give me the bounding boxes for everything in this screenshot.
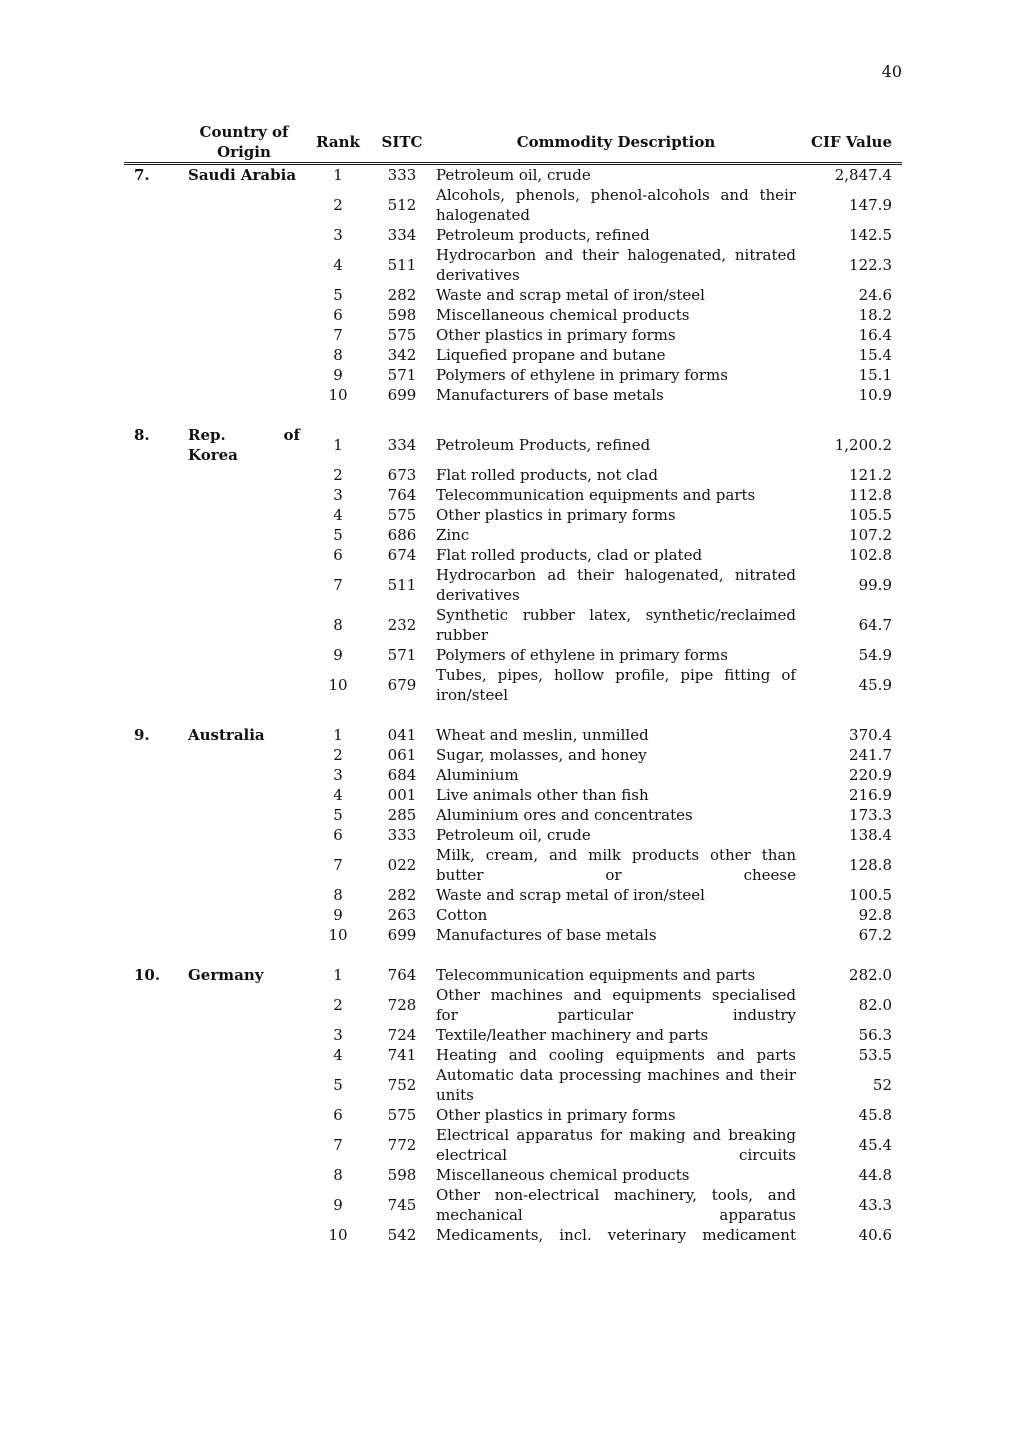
- country-index: [124, 905, 184, 925]
- cif-value: 53.5: [858, 1046, 892, 1064]
- rank-cell: 2: [333, 996, 343, 1014]
- country-index: 8.: [134, 426, 150, 444]
- country-of-origin: [184, 765, 304, 785]
- commodity-description: Wheat and meslin, unmilled: [436, 726, 649, 744]
- cif-value: 16.4: [858, 326, 892, 344]
- table-row: [124, 845, 902, 885]
- sitc-code: 684: [387, 766, 417, 784]
- country-of-origin: [184, 245, 304, 285]
- cif-value: 122.3: [849, 256, 892, 274]
- country-index: [124, 225, 184, 245]
- commodity-description: Other machines and equipments specialised for particular industry: [436, 986, 796, 1024]
- sitc-code: 061: [387, 746, 417, 764]
- country-index: [124, 1185, 184, 1225]
- country-index: [124, 805, 184, 825]
- sitc-code: 724: [387, 1026, 417, 1044]
- country-index: [124, 465, 184, 485]
- commodity-description: Milk, cream, and milk products other than butter or cheese: [436, 846, 796, 884]
- table-row: [124, 985, 902, 1025]
- table-row: [124, 1225, 902, 1245]
- country-of-origin: [184, 1165, 304, 1185]
- sitc-code: 342: [387, 346, 417, 364]
- rank-cell: 2: [333, 196, 343, 214]
- cif-value: 220.9: [849, 766, 892, 784]
- rank-cell: 5: [333, 526, 343, 544]
- commodity-description: Miscellaneous chemical products: [436, 306, 690, 324]
- commodity-description: Liquefied propane and butane: [436, 346, 666, 364]
- country-of-origin: Germany: [188, 966, 264, 984]
- header-rank: Rank: [304, 120, 372, 164]
- country-of-origin: [184, 365, 304, 385]
- group-spacer: [124, 405, 902, 425]
- rank-cell: 5: [333, 806, 343, 824]
- cif-value: 112.8: [849, 486, 892, 504]
- table-row: [124, 485, 902, 505]
- table-row: [124, 164, 902, 186]
- rank-cell: 9: [333, 366, 343, 384]
- sitc-code: 334: [387, 436, 417, 454]
- country-of-origin: [184, 845, 304, 885]
- country-of-origin: [184, 385, 304, 405]
- cif-value: 43.3: [858, 1196, 892, 1214]
- table-body: [124, 164, 902, 1246]
- country-index: [124, 1165, 184, 1185]
- table-row: [124, 1165, 902, 1185]
- group-spacer: [124, 705, 902, 725]
- table-row: [124, 905, 902, 925]
- cif-value: 241.7: [849, 746, 892, 764]
- table-row: [124, 425, 902, 465]
- country-index: 10.: [134, 966, 161, 984]
- table-row: [124, 465, 902, 485]
- cif-value: 18.2: [858, 306, 892, 324]
- table-row: [124, 1025, 902, 1045]
- country-index: [124, 1225, 184, 1245]
- cif-value: 56.3: [858, 1026, 892, 1044]
- country-index: 7.: [134, 166, 150, 184]
- sitc-code: 333: [387, 166, 417, 184]
- commodity-description: Petroleum products, refined: [436, 226, 650, 244]
- sitc-code: 333: [387, 826, 417, 844]
- cif-value: 107.2: [849, 526, 892, 544]
- sitc-code: 686: [387, 526, 417, 544]
- country-index: [124, 505, 184, 525]
- rank-cell: 4: [333, 506, 343, 524]
- rank-cell: 9: [333, 1196, 343, 1214]
- commodity-description: Telecommunication equipments and parts: [436, 966, 756, 984]
- rank-cell: 2: [333, 466, 343, 484]
- cif-value: 44.8: [858, 1166, 892, 1184]
- country-of-origin: [184, 225, 304, 245]
- cif-value: 24.6: [858, 286, 892, 304]
- country-of-origin: [184, 885, 304, 905]
- sitc-code: 282: [387, 286, 417, 304]
- country-of-origin: [184, 605, 304, 645]
- commodity-description: Other plastics in primary forms: [436, 1106, 676, 1124]
- commodity-description: Hydrocarbon and their halogenated, nitrated derivatives: [436, 246, 796, 284]
- rank-cell: 1: [333, 966, 343, 984]
- table-row: [124, 725, 902, 745]
- table-row: [124, 825, 902, 845]
- rank-cell: 4: [333, 1046, 343, 1064]
- header-sitc: SITC: [372, 120, 432, 164]
- rank-cell: 9: [333, 646, 343, 664]
- country-index: [124, 185, 184, 225]
- sitc-code: 263: [387, 906, 417, 924]
- sitc-code: 282: [387, 886, 417, 904]
- cif-value: 282.0: [849, 966, 892, 984]
- rank-cell: 10: [328, 926, 348, 944]
- country-index: 9.: [134, 726, 150, 744]
- rank-cell: 3: [333, 1026, 343, 1044]
- country-index: [124, 1125, 184, 1165]
- cif-value: 370.4: [849, 726, 892, 744]
- cif-value: 1,200.2: [834, 436, 892, 454]
- country-of-origin: [184, 545, 304, 565]
- cif-value: 52: [872, 1076, 892, 1094]
- table-row: [124, 1185, 902, 1225]
- country-of-origin: [184, 345, 304, 365]
- table-row: [124, 565, 902, 605]
- rank-cell: 1: [333, 166, 343, 184]
- cif-value: 54.9: [858, 646, 892, 664]
- commodity-description: Heating and cooling equipments and parts: [436, 1046, 796, 1064]
- country-index: [124, 1065, 184, 1105]
- rank-cell: 1: [333, 436, 343, 454]
- cif-value: 82.0: [858, 996, 892, 1014]
- country-index: [124, 325, 184, 345]
- sitc-code: 575: [387, 1106, 417, 1124]
- country-index: [124, 785, 184, 805]
- commodity-description: Other plastics in primary forms: [436, 326, 676, 344]
- country-index: [124, 565, 184, 605]
- country-index: [124, 985, 184, 1025]
- commodity-description: Flat rolled products, not clad: [436, 466, 658, 484]
- country-of-origin: [184, 1125, 304, 1165]
- country-index: [124, 385, 184, 405]
- commodity-description: Zinc: [436, 526, 470, 544]
- commodity-description: Hydrocarbon ad their halogenated, nitrated derivatives: [436, 566, 796, 604]
- rank-cell: 4: [333, 256, 343, 274]
- cif-value: 121.2: [849, 466, 892, 484]
- commodity-description: Tubes, pipes, hollow profile, pipe fitting of iron/steel: [436, 666, 796, 704]
- country-of-origin: [184, 805, 304, 825]
- rank-cell: 7: [333, 1136, 343, 1154]
- table-row: [124, 345, 902, 365]
- rank-cell: 10: [328, 1226, 348, 1244]
- sitc-code: 752: [387, 1076, 417, 1094]
- country-of-origin: [184, 905, 304, 925]
- country-of-origin: [184, 985, 304, 1025]
- rank-cell: 10: [328, 676, 348, 694]
- group-spacer: [124, 945, 902, 965]
- country-of-origin: [184, 485, 304, 505]
- country-of-origin: [184, 565, 304, 605]
- table-row: [124, 805, 902, 825]
- commodity-description: Electrical apparatus for making and breaking electrical circuits: [436, 1126, 796, 1164]
- sitc-code: 041: [387, 726, 417, 744]
- table-row: [124, 1125, 902, 1165]
- commodity-description: Automatic data processing machines and their units: [436, 1066, 796, 1104]
- table-row: [124, 785, 902, 805]
- country-index: [124, 345, 184, 365]
- rank-cell: 5: [333, 286, 343, 304]
- commodity-description: Petroleum oil, crude: [436, 166, 591, 184]
- cif-value: 92.8: [858, 906, 892, 924]
- commodity-description: Polymers of ethylene in primary forms: [436, 646, 728, 664]
- rank-cell: 10: [328, 386, 348, 404]
- commodity-description: Aluminium: [436, 766, 519, 784]
- cif-value: 128.8: [849, 856, 892, 874]
- country-of-origin: [184, 1065, 304, 1105]
- country-of-origin: [184, 645, 304, 665]
- table-row: [124, 605, 902, 645]
- country-of-origin: Australia: [188, 726, 265, 744]
- cif-value: 40.6: [858, 1226, 892, 1244]
- country-of-origin: [184, 745, 304, 765]
- table-row: [124, 885, 902, 905]
- commodity-description: Sugar, molasses, and honey: [436, 746, 647, 764]
- rank-cell: 6: [333, 826, 343, 844]
- sitc-code: 741: [387, 1046, 417, 1064]
- country-index: [124, 305, 184, 325]
- country-of-origin: [184, 1045, 304, 1065]
- commodity-description: Other non-electrical machinery, tools, and mechanical apparatus: [436, 1186, 796, 1224]
- table-row: [124, 185, 902, 225]
- sitc-code: 679: [387, 676, 417, 694]
- rank-cell: 8: [333, 1166, 343, 1184]
- sitc-code: 699: [387, 386, 417, 404]
- country-index: [124, 1105, 184, 1125]
- country-of-origin: [184, 1025, 304, 1045]
- country-of-origin: [184, 925, 304, 945]
- rank-cell: 7: [333, 576, 343, 594]
- cif-value: 100.5: [849, 886, 892, 904]
- commodity-description: Manufactures of base metals: [436, 926, 657, 944]
- spacer-cell: [124, 945, 902, 965]
- header-description: Commodity Description: [432, 120, 800, 164]
- country-of-origin: [184, 525, 304, 545]
- country-of-origin: [184, 325, 304, 345]
- country-of-origin: [184, 825, 304, 845]
- cif-value: 45.4: [858, 1136, 892, 1154]
- table-row: [124, 305, 902, 325]
- country-index: [124, 665, 184, 705]
- header-value: CIF Value: [800, 120, 902, 164]
- country-index: [124, 1025, 184, 1045]
- rank-cell: 8: [333, 886, 343, 904]
- country-index: [124, 845, 184, 885]
- sitc-code: 764: [387, 966, 417, 984]
- rank-cell: 1: [333, 726, 343, 744]
- country-index: [124, 765, 184, 785]
- cif-value: 45.8: [858, 1106, 892, 1124]
- sitc-code: 772: [387, 1136, 417, 1154]
- country-of-origin: [184, 1185, 304, 1225]
- sitc-code: 575: [387, 506, 417, 524]
- cif-value: 45.9: [858, 676, 892, 694]
- country-of-origin: [184, 285, 304, 305]
- rank-cell: 2: [333, 746, 343, 764]
- table-header: [124, 120, 902, 164]
- commodity-import-table: [124, 120, 902, 1245]
- country-of-origin: [184, 1105, 304, 1125]
- cif-value: 10.9: [858, 386, 892, 404]
- table-row: [124, 365, 902, 385]
- cif-value: 173.3: [849, 806, 892, 824]
- cif-value: 15.4: [858, 346, 892, 364]
- rank-cell: 3: [333, 226, 343, 244]
- country-of-origin: [184, 465, 304, 485]
- table-row: [124, 325, 902, 345]
- commodity-description: Waste and scrap metal of iron/steel: [436, 886, 705, 904]
- sitc-code: 673: [387, 466, 417, 484]
- table-row: [124, 505, 902, 525]
- commodity-description: Miscellaneous chemical products: [436, 1166, 690, 1184]
- sitc-code: 598: [387, 1166, 417, 1184]
- country-of-origin: [184, 1225, 304, 1245]
- table-row: [124, 385, 902, 405]
- sitc-code: 022: [387, 856, 417, 874]
- cif-value: 142.5: [849, 226, 892, 244]
- cif-value: 147.9: [849, 196, 892, 214]
- table-row: [124, 1065, 902, 1105]
- commodity-description: Petroleum Products, refined: [436, 436, 651, 454]
- header-row: [124, 120, 902, 164]
- country-index: [124, 525, 184, 545]
- sitc-code: 571: [387, 366, 417, 384]
- commodity-description: Waste and scrap metal of iron/steel: [436, 286, 705, 304]
- sitc-code: 511: [387, 256, 417, 274]
- country-of-origin: [184, 505, 304, 525]
- table-row: [124, 925, 902, 945]
- commodity-description: Synthetic rubber latex, synthetic/reclaimed rubber: [436, 606, 796, 644]
- country-index: [124, 245, 184, 285]
- commodity-description: Alcohols, phenols, phenol-alcohols and their halogenated: [436, 186, 796, 224]
- table-row: [124, 1045, 902, 1065]
- cif-value: 99.9: [858, 576, 892, 594]
- spacer-cell: [124, 405, 902, 425]
- country-of-origin: [184, 785, 304, 805]
- sitc-code: 699: [387, 926, 417, 944]
- rank-cell: 6: [333, 1106, 343, 1124]
- table-row: [124, 765, 902, 785]
- spacer-cell: [124, 705, 902, 725]
- country-of-origin: [184, 185, 304, 225]
- rank-cell: 6: [333, 306, 343, 324]
- sitc-code: 598: [387, 306, 417, 324]
- sitc-code: 571: [387, 646, 417, 664]
- sitc-code: 575: [387, 326, 417, 344]
- country-index: [124, 485, 184, 505]
- rank-cell: 6: [333, 546, 343, 564]
- table-row: [124, 645, 902, 665]
- page-number: 40: [881, 62, 902, 81]
- cif-value: 2,847.4: [834, 166, 892, 184]
- commodity-description: Flat rolled products, clad or plated: [436, 546, 703, 564]
- table-row: [124, 665, 902, 705]
- sitc-code: 285: [387, 806, 417, 824]
- rank-cell: 7: [333, 856, 343, 874]
- country-of-origin: [184, 665, 304, 705]
- sitc-code: 674: [387, 546, 417, 564]
- commodity-description: Manufacturers of base metals: [436, 386, 664, 404]
- sitc-code: 728: [387, 996, 417, 1014]
- cif-value: 64.7: [858, 616, 892, 634]
- commodity-description: Polymers of ethylene in primary forms: [436, 366, 728, 384]
- commodity-description: Medicaments, incl. veterinary medicament: [436, 1226, 796, 1244]
- cif-value: 105.5: [849, 506, 892, 524]
- commodity-description: Live animals other than fish: [436, 786, 649, 804]
- cif-value: 138.4: [849, 826, 892, 844]
- table-row: [124, 525, 902, 545]
- sitc-code: 232: [387, 616, 417, 634]
- country-index: [124, 925, 184, 945]
- country-index: [124, 605, 184, 645]
- sitc-code: 334: [387, 226, 417, 244]
- country-of-origin: Saudi Arabia: [188, 166, 297, 184]
- country-of-origin: [184, 305, 304, 325]
- commodity-description: Telecommunication equipments and parts: [436, 486, 756, 504]
- rank-cell: 3: [333, 766, 343, 784]
- header-country: Country of Origin: [184, 120, 304, 164]
- table-row: [124, 745, 902, 765]
- commodity-description: Cotton: [436, 906, 488, 924]
- country-index: [124, 825, 184, 845]
- country-index: [124, 285, 184, 305]
- country-index: [124, 645, 184, 665]
- rank-cell: 7: [333, 326, 343, 344]
- rank-cell: 4: [333, 786, 343, 804]
- commodity-description: Aluminium ores and concentrates: [436, 806, 693, 824]
- rank-cell: 8: [333, 346, 343, 364]
- cif-value: 15.1: [858, 366, 892, 384]
- table-row: [124, 965, 902, 985]
- commodity-description: Petroleum oil, crude: [436, 826, 591, 844]
- sitc-code: 001: [387, 786, 417, 804]
- rank-cell: 3: [333, 486, 343, 504]
- table-row: [124, 245, 902, 285]
- commodity-description: Other plastics in primary forms: [436, 506, 676, 524]
- header-number: [124, 120, 184, 164]
- table-row: [124, 225, 902, 245]
- table-row: [124, 285, 902, 305]
- table-row: [124, 1105, 902, 1125]
- cif-value: 102.8: [849, 546, 892, 564]
- table-row: [124, 545, 902, 565]
- sitc-code: 745: [387, 1196, 417, 1214]
- country-index: [124, 745, 184, 765]
- sitc-code: 542: [387, 1226, 417, 1244]
- rank-cell: 8: [333, 616, 343, 634]
- sitc-code: 512: [387, 196, 417, 214]
- country-index: [124, 365, 184, 385]
- country-index: [124, 1045, 184, 1065]
- cif-value: 216.9: [849, 786, 892, 804]
- sitc-code: 511: [387, 576, 417, 594]
- commodity-description: Textile/leather machinery and parts: [436, 1026, 709, 1044]
- rank-cell: 9: [333, 906, 343, 924]
- cif-value: 67.2: [858, 926, 892, 944]
- country-index: [124, 545, 184, 565]
- rank-cell: 5: [333, 1076, 343, 1094]
- country-of-origin: Rep. of Korea: [188, 426, 300, 464]
- sitc-code: 764: [387, 486, 417, 504]
- country-index: [124, 885, 184, 905]
